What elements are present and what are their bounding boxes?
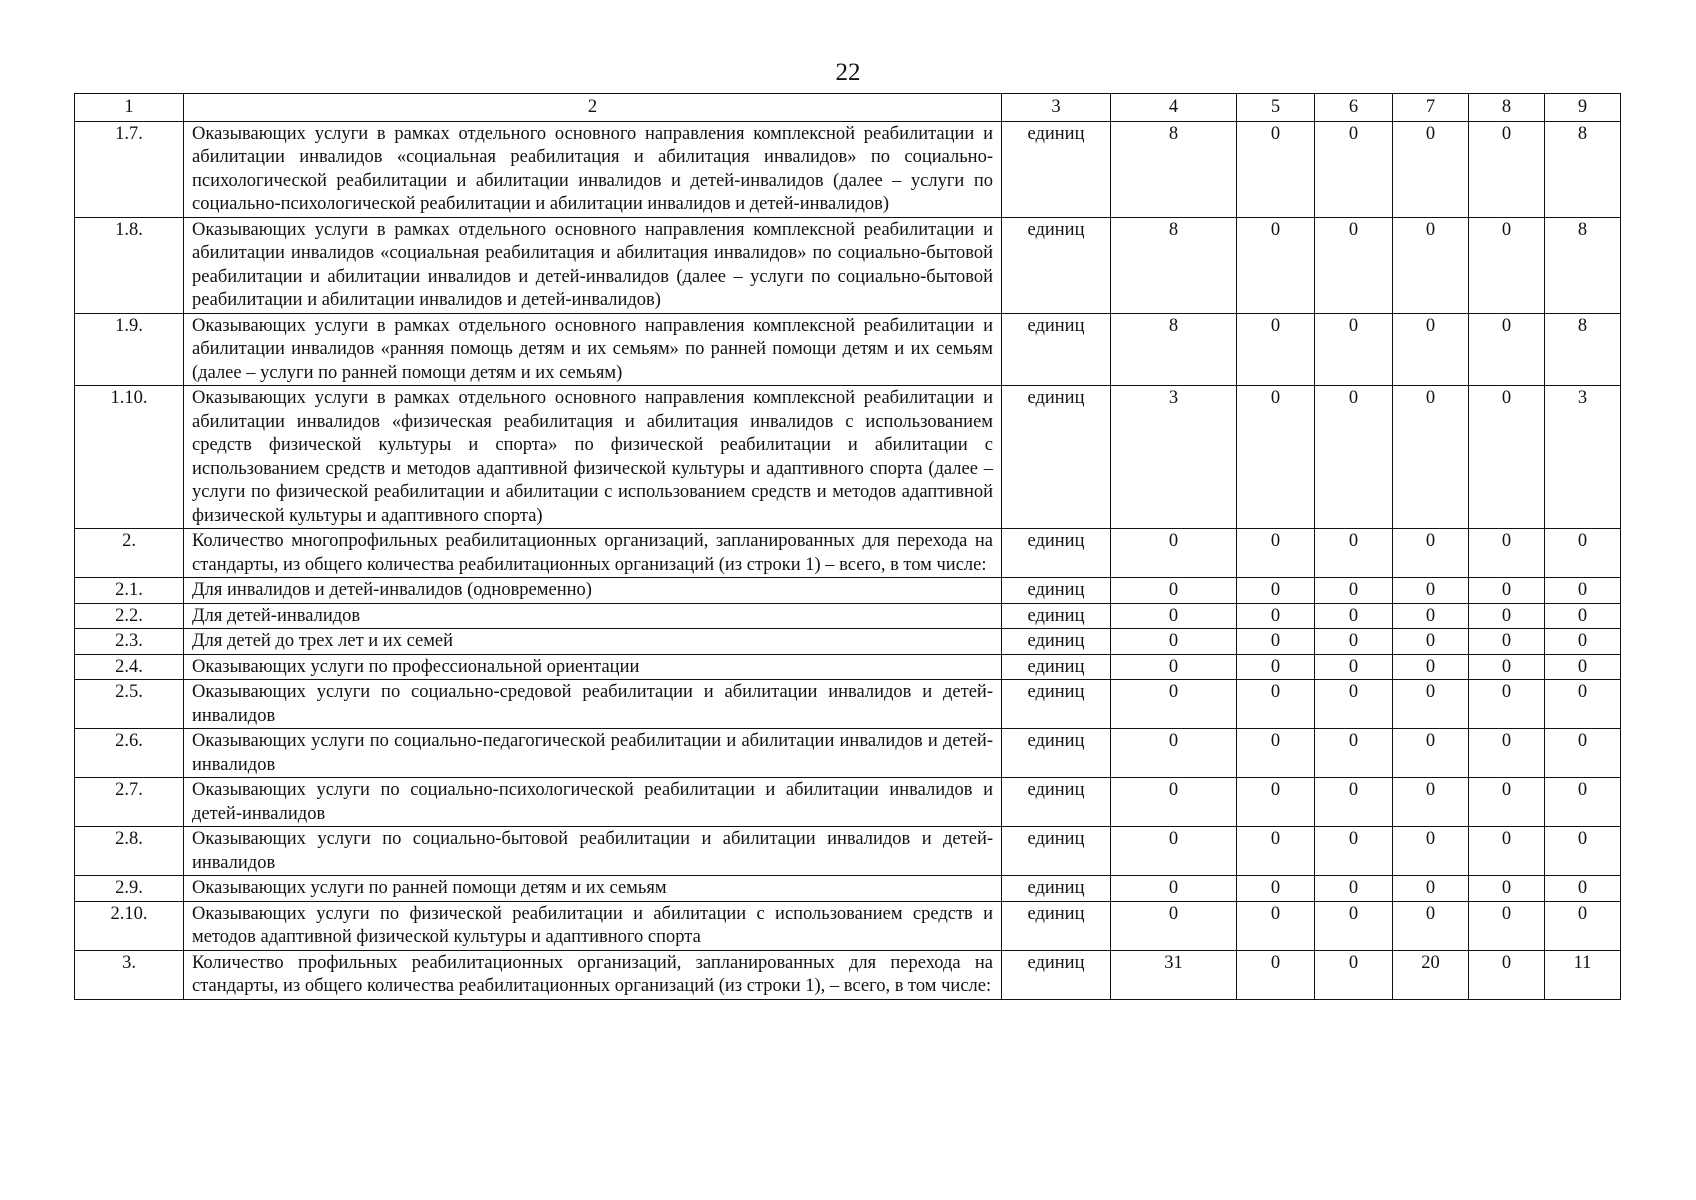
column-header: 6	[1315, 94, 1393, 122]
column-header: 1	[75, 94, 184, 122]
column-header: 2	[184, 94, 1002, 122]
table-row	[75, 313, 1621, 386]
column-header: 3	[1002, 94, 1111, 122]
row-value: 0	[1237, 901, 1315, 950]
row-value: 0	[1237, 729, 1315, 778]
row-value: 0	[1315, 778, 1393, 827]
row-value: 0	[1315, 603, 1393, 629]
table-row	[75, 386, 1621, 529]
row-unit: единиц	[1002, 313, 1111, 386]
table-row	[75, 603, 1621, 629]
row-value: 0	[1315, 654, 1393, 680]
row-unit: единиц	[1002, 603, 1111, 629]
row-value: 0	[1545, 629, 1621, 655]
row-value: 8	[1111, 217, 1237, 313]
column-header: 8	[1469, 94, 1545, 122]
row-number: 1.7.	[75, 121, 184, 217]
row-value: 0	[1469, 121, 1545, 217]
row-value: 0	[1237, 950, 1315, 999]
row-value: 0	[1315, 680, 1393, 729]
row-value: 0	[1315, 386, 1393, 529]
table-row	[75, 629, 1621, 655]
row-value: 0	[1545, 827, 1621, 876]
row-number: 2.4.	[75, 654, 184, 680]
table-row	[75, 121, 1621, 217]
row-value: 0	[1469, 217, 1545, 313]
row-value: 0	[1469, 386, 1545, 529]
row-value: 0	[1315, 950, 1393, 999]
row-value: 3	[1545, 386, 1621, 529]
row-unit: единиц	[1002, 876, 1111, 902]
row-value: 0	[1469, 654, 1545, 680]
row-value: 31	[1111, 950, 1237, 999]
row-value: 0	[1237, 217, 1315, 313]
row-value: 0	[1545, 729, 1621, 778]
row-value: 0	[1315, 901, 1393, 950]
row-description: Для инвалидов и детей-инвалидов (одновременно)	[184, 578, 1002, 604]
row-value: 0	[1393, 603, 1469, 629]
row-value: 0	[1545, 778, 1621, 827]
row-value: 0	[1545, 901, 1621, 950]
row-value: 0	[1469, 876, 1545, 902]
row-value: 0	[1545, 578, 1621, 604]
row-number: 2.	[75, 529, 184, 578]
table-body	[75, 121, 1621, 999]
row-value: 0	[1237, 121, 1315, 217]
row-unit: единиц	[1002, 680, 1111, 729]
row-value: 0	[1393, 313, 1469, 386]
row-description: Для детей до трех лет и их семей	[184, 629, 1002, 655]
row-description: Оказывающих услуги в рамках отдельного основного направления комплексной реабилитации и абилитации инвалидов «физическая реабилитация и абилитация инвалидов с использованием средств физической культуры и спорта» по физической реабилитации и абилитации с использованием средств и методов адаптивной физической культуры и адаптивного спорта (далее – услуги по физической реабилитации и абилитации с использованием средств и методов адаптивной физической культуры и адаптивного спорта)	[184, 386, 1002, 529]
row-value: 0	[1469, 680, 1545, 729]
row-value: 0	[1315, 578, 1393, 604]
row-value: 0	[1469, 827, 1545, 876]
row-unit: единиц	[1002, 578, 1111, 604]
row-number: 2.3.	[75, 629, 184, 655]
row-value: 0	[1469, 313, 1545, 386]
row-number: 2.8.	[75, 827, 184, 876]
row-value: 0	[1469, 578, 1545, 604]
row-value: 0	[1545, 654, 1621, 680]
row-value: 8	[1545, 313, 1621, 386]
row-value: 0	[1545, 876, 1621, 902]
row-value: 0	[1393, 121, 1469, 217]
row-value: 0	[1237, 827, 1315, 876]
row-unit: единиц	[1002, 217, 1111, 313]
row-value: 0	[1315, 121, 1393, 217]
row-value: 0	[1393, 578, 1469, 604]
row-value: 0	[1315, 827, 1393, 876]
row-value: 0	[1393, 629, 1469, 655]
row-value: 0	[1237, 386, 1315, 529]
table-header-row	[75, 94, 1621, 122]
row-value: 3	[1111, 386, 1237, 529]
row-value: 0	[1111, 629, 1237, 655]
row-value: 0	[1393, 217, 1469, 313]
row-number: 1.9.	[75, 313, 184, 386]
row-value: 0	[1237, 313, 1315, 386]
row-number: 2.1.	[75, 578, 184, 604]
row-value: 0	[1393, 680, 1469, 729]
table-row	[75, 876, 1621, 902]
row-unit: единиц	[1002, 386, 1111, 529]
row-unit: единиц	[1002, 901, 1111, 950]
column-header: 9	[1545, 94, 1621, 122]
row-description: Количество многопрофильных реабилитационных организаций, запланированных для перехода на стандарты, из общего количества реабилитационных организаций (из строки 1) – всего, в том числе:	[184, 529, 1002, 578]
row-value: 0	[1315, 529, 1393, 578]
row-value: 0	[1545, 603, 1621, 629]
row-value: 0	[1237, 529, 1315, 578]
row-value: 0	[1111, 778, 1237, 827]
row-number: 2.6.	[75, 729, 184, 778]
row-unit: единиц	[1002, 654, 1111, 680]
row-description: Оказывающих услуги в рамках отдельного основного направления комплексной реабилитации и абилитации инвалидов «социальная реабилитация и абилитация инвалидов» по социально-бытовой реабилитации и абилитации инвалидов и детей-инвалидов (далее – услуги по социально-бытовой реабилитации и абилитации инвалидов и детей-инвалидов)	[184, 217, 1002, 313]
row-value: 0	[1469, 629, 1545, 655]
row-value: 0	[1545, 529, 1621, 578]
row-value: 0	[1469, 729, 1545, 778]
row-value: 8	[1545, 121, 1621, 217]
row-number: 2.5.	[75, 680, 184, 729]
row-description: Оказывающих услуги в рамках отдельного основного направления комплексной реабилитации и абилитации инвалидов «ранняя помощь детям и их семьям» по ранней помощи детям и их семьям (далее – услуги по ранней помощи детям и их семьям)	[184, 313, 1002, 386]
column-header: 5	[1237, 94, 1315, 122]
row-value: 8	[1111, 313, 1237, 386]
row-value: 0	[1393, 654, 1469, 680]
table-row	[75, 901, 1621, 950]
row-value: 0	[1315, 876, 1393, 902]
row-unit: единиц	[1002, 529, 1111, 578]
row-value: 0	[1111, 529, 1237, 578]
row-description: Оказывающих услуги по социально-бытовой реабилитации и абилитации инвалидов и детей-инвалидов	[184, 827, 1002, 876]
row-value: 0	[1237, 680, 1315, 729]
page-number: 22	[835, 59, 861, 86]
row-number: 2.9.	[75, 876, 184, 902]
row-value: 0	[1469, 950, 1545, 999]
row-value: 0	[1111, 680, 1237, 729]
row-value: 0	[1393, 876, 1469, 902]
row-value: 0	[1111, 603, 1237, 629]
table-row	[75, 578, 1621, 604]
row-value: 20	[1393, 950, 1469, 999]
row-value: 0	[1111, 729, 1237, 778]
row-value: 0	[1393, 827, 1469, 876]
row-value: 0	[1315, 729, 1393, 778]
row-value: 8	[1545, 217, 1621, 313]
row-value: 0	[1111, 876, 1237, 902]
row-description: Оказывающих услуги в рамках отдельного основного направления комплексной реабилитации и абилитации инвалидов «социальная реабилитация и абилитация инвалидов» по социально-психологической реабилитации и абилитации инвалидов и детей-инвалидов (далее – услуги по социально-психологической реабилитации и абилитации инвалидов и детей-инвалидов)	[184, 121, 1002, 217]
row-unit: единиц	[1002, 121, 1111, 217]
table-row	[75, 680, 1621, 729]
row-description: Оказывающих услуги по физической реабилитации и абилитации с использованием средств и методов адаптивной физической культуры и адаптивного спорта	[184, 901, 1002, 950]
row-value: 0	[1111, 578, 1237, 604]
table-row	[75, 217, 1621, 313]
row-description: Оказывающих услуги по ранней помощи детям и их семьям	[184, 876, 1002, 902]
row-description: Оказывающих услуги по профессиональной ориентации	[184, 654, 1002, 680]
row-description: Оказывающих услуги по социально-педагогической реабилитации и абилитации инвалидов и детей-инвалидов	[184, 729, 1002, 778]
row-unit: единиц	[1002, 827, 1111, 876]
row-description: Оказывающих услуги по социально-психологической реабилитации и абилитации инвалидов и детей-инвалидов	[184, 778, 1002, 827]
column-header: 4	[1111, 94, 1237, 122]
row-value: 0	[1469, 901, 1545, 950]
row-value: 0	[1315, 217, 1393, 313]
row-description: Для детей-инвалидов	[184, 603, 1002, 629]
row-value: 0	[1393, 778, 1469, 827]
row-unit: единиц	[1002, 729, 1111, 778]
row-description: Оказывающих услуги по социально-средовой реабилитации и абилитации инвалидов и детей-инвалидов	[184, 680, 1002, 729]
row-number: 2.7.	[75, 778, 184, 827]
table-row	[75, 778, 1621, 827]
row-value: 0	[1315, 313, 1393, 386]
row-value: 0	[1393, 729, 1469, 778]
row-value: 0	[1545, 680, 1621, 729]
table-row	[75, 729, 1621, 778]
row-value: 0	[1237, 603, 1315, 629]
row-value: 0	[1111, 827, 1237, 876]
row-value: 0	[1237, 578, 1315, 604]
data-table	[74, 93, 1621, 1000]
row-value: 0	[1237, 629, 1315, 655]
row-value: 8	[1111, 121, 1237, 217]
row-unit: единиц	[1002, 950, 1111, 999]
row-value: 0	[1469, 529, 1545, 578]
row-number: 2.10.	[75, 901, 184, 950]
row-number: 1.10.	[75, 386, 184, 529]
row-description: Количество профильных реабилитационных организаций, запланированных для перехода на стандарты, из общего количества реабилитационных организаций (из строки 1), – всего, в том числе:	[184, 950, 1002, 999]
row-value: 11	[1545, 950, 1621, 999]
row-value: 0	[1111, 901, 1237, 950]
row-value: 0	[1315, 629, 1393, 655]
row-number: 1.8.	[75, 217, 184, 313]
table-row	[75, 950, 1621, 999]
table-row	[75, 827, 1621, 876]
row-unit: единиц	[1002, 629, 1111, 655]
table-row	[75, 529, 1621, 578]
row-value: 0	[1237, 876, 1315, 902]
row-number: 2.2.	[75, 603, 184, 629]
row-value: 0	[1469, 603, 1545, 629]
row-value: 0	[1111, 654, 1237, 680]
row-value: 0	[1393, 901, 1469, 950]
row-value: 0	[1237, 778, 1315, 827]
table-row	[75, 654, 1621, 680]
row-unit: единиц	[1002, 778, 1111, 827]
column-header: 7	[1393, 94, 1469, 122]
row-value: 0	[1393, 386, 1469, 529]
row-number: 3.	[75, 950, 184, 999]
row-value: 0	[1393, 529, 1469, 578]
row-value: 0	[1469, 778, 1545, 827]
row-value: 0	[1237, 654, 1315, 680]
